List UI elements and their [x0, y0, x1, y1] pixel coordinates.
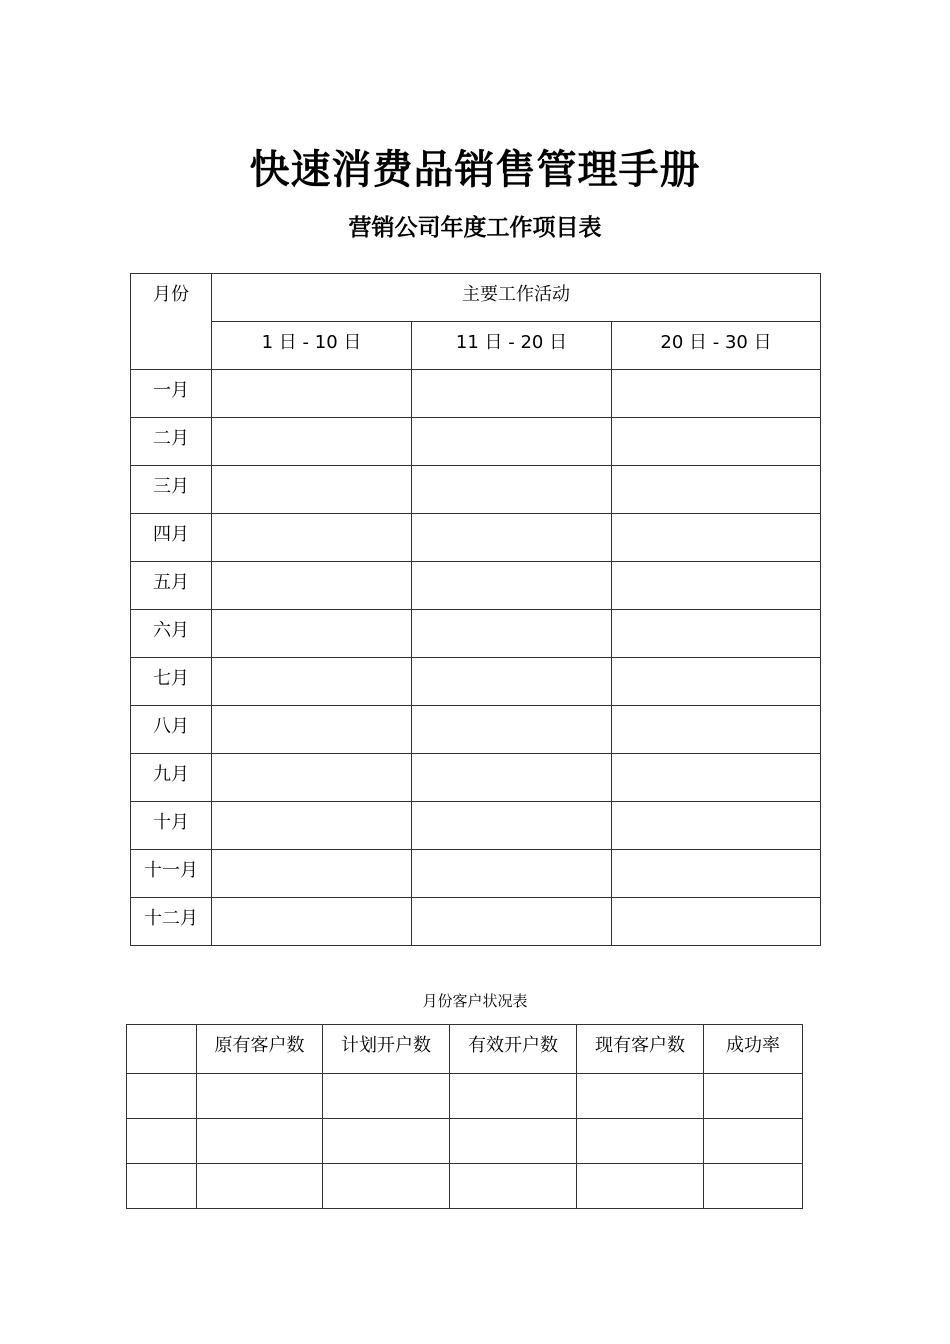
schedule-row [131, 370, 821, 418]
document-subtitle: 营销公司年度工作项目表 [348, 215, 602, 241]
month-cell [131, 658, 212, 706]
activity-cell[interactable] [412, 514, 612, 562]
period-header-cell [412, 322, 612, 370]
activity-header: 主要工作活动 [462, 284, 570, 305]
activity-cell[interactable] [612, 706, 821, 754]
month-cell [131, 610, 212, 658]
schedule-row [131, 898, 821, 946]
customer-cell[interactable] [127, 1119, 197, 1164]
customer-header-cell [323, 1025, 450, 1074]
customer-cell[interactable] [323, 1119, 450, 1164]
schedule-row [131, 562, 821, 610]
customer-cell[interactable] [450, 1119, 577, 1164]
month-cell [131, 802, 212, 850]
customer-header-label: 计划开户数 [341, 1035, 431, 1056]
schedule-row [131, 514, 821, 562]
customer-cell[interactable] [197, 1119, 323, 1164]
activity-cell[interactable] [612, 418, 821, 466]
activity-cell[interactable] [212, 898, 412, 946]
month-cell [131, 466, 212, 514]
customer-cell[interactable] [127, 1074, 197, 1119]
customer-cell[interactable] [197, 1074, 323, 1119]
customer-header-cell [704, 1025, 803, 1074]
activity-cell[interactable] [212, 610, 412, 658]
month-cell [131, 562, 212, 610]
activity-cell[interactable] [412, 466, 612, 514]
month-cell [131, 898, 212, 946]
customer-header-cell [450, 1025, 577, 1074]
activity-cell[interactable] [212, 802, 412, 850]
month-header: 月份 [153, 284, 189, 305]
month-label: 五月 [153, 572, 189, 593]
customer-cell[interactable] [323, 1074, 450, 1119]
activity-cell[interactable] [212, 418, 412, 466]
month-label: 十一月 [144, 860, 198, 881]
activity-cell[interactable] [212, 658, 412, 706]
activity-cell[interactable] [412, 706, 612, 754]
period-header-cell [212, 322, 412, 370]
schedule-row [131, 610, 821, 658]
month-cell [131, 850, 212, 898]
month-label: 六月 [153, 620, 189, 641]
activity-cell[interactable] [412, 850, 612, 898]
schedule-row [131, 418, 821, 466]
activity-cell[interactable] [612, 466, 821, 514]
customer-cell[interactable] [577, 1164, 704, 1209]
activity-cell[interactable] [612, 802, 821, 850]
customer-header-label: 现有客户数 [595, 1035, 685, 1056]
activity-cell[interactable] [212, 754, 412, 802]
activity-cell[interactable] [612, 514, 821, 562]
customer-cell[interactable] [577, 1074, 704, 1119]
activity-cell[interactable] [212, 706, 412, 754]
month-label: 九月 [153, 764, 189, 785]
activity-cell[interactable] [612, 610, 821, 658]
month-label: 二月 [153, 428, 189, 449]
customer-row [127, 1119, 803, 1164]
month-label: 三月 [153, 476, 189, 497]
activity-cell[interactable] [212, 466, 412, 514]
period-header-2: 11 日 - 20 日 [455, 332, 568, 353]
schedule-row [131, 706, 821, 754]
schedule-row [131, 658, 821, 706]
activity-header-cell [212, 274, 821, 322]
customer-cell[interactable] [197, 1164, 323, 1209]
activity-cell[interactable] [612, 850, 821, 898]
schedule-row [131, 850, 821, 898]
customer-cell[interactable] [704, 1074, 803, 1119]
period-header-1: 1 日 - 10 日 [261, 332, 362, 353]
customer-header-label: 成功率 [726, 1035, 780, 1056]
document-title: 快速消费品销售管理手册 [249, 147, 701, 193]
customer-table-caption: 月份客户状况表 [422, 992, 528, 1010]
customer-cell[interactable] [450, 1074, 577, 1119]
activity-cell[interactable] [612, 754, 821, 802]
schedule-row [131, 466, 821, 514]
period-header-cell [612, 322, 821, 370]
customer-cell[interactable] [450, 1164, 577, 1209]
month-cell [131, 754, 212, 802]
customer-status-table [126, 1024, 803, 1209]
activity-cell[interactable] [612, 898, 821, 946]
activity-cell[interactable] [612, 562, 821, 610]
month-cell [131, 370, 212, 418]
customer-header-cell [197, 1025, 323, 1074]
customer-row [127, 1164, 803, 1209]
activity-cell[interactable] [212, 850, 412, 898]
customer-header-row [127, 1025, 803, 1074]
month-cell [131, 514, 212, 562]
activity-cell[interactable] [412, 418, 612, 466]
customer-header-cell [127, 1025, 197, 1074]
customer-cell[interactable] [323, 1164, 450, 1209]
activity-cell[interactable] [412, 610, 612, 658]
annual-schedule-table [130, 273, 821, 946]
activity-cell[interactable] [412, 898, 612, 946]
month-header-cell [131, 274, 212, 370]
month-label: 四月 [153, 524, 189, 545]
activity-cell[interactable] [412, 658, 612, 706]
month-label: 七月 [153, 668, 189, 689]
month-label: 一月 [153, 380, 189, 401]
activity-cell[interactable] [212, 514, 412, 562]
month-cell [131, 418, 212, 466]
activity-cell[interactable] [412, 562, 612, 610]
month-cell [131, 706, 212, 754]
customer-row [127, 1074, 803, 1119]
customer-cell[interactable] [577, 1119, 704, 1164]
activity-cell[interactable] [612, 370, 821, 418]
activity-cell[interactable] [412, 802, 612, 850]
customer-cell[interactable] [704, 1164, 803, 1209]
customer-header-label [127, 1025, 196, 1031]
customer-cell[interactable] [127, 1164, 197, 1209]
activity-cell[interactable] [212, 370, 412, 418]
activity-cell[interactable] [412, 370, 612, 418]
schedule-row [131, 802, 821, 850]
month-label: 十二月 [144, 908, 198, 929]
customer-header-cell [577, 1025, 704, 1074]
month-label: 八月 [153, 716, 189, 737]
activity-cell[interactable] [612, 658, 821, 706]
customer-header-label: 原有客户数 [214, 1035, 305, 1056]
activity-cell[interactable] [212, 562, 412, 610]
schedule-row [131, 754, 821, 802]
activity-cell[interactable] [412, 754, 612, 802]
customer-cell[interactable] [704, 1119, 803, 1164]
customer-header-label: 有效开户数 [468, 1035, 558, 1056]
month-label: 十月 [153, 812, 189, 833]
period-header-3: 20 日 - 30 日 [660, 332, 772, 353]
